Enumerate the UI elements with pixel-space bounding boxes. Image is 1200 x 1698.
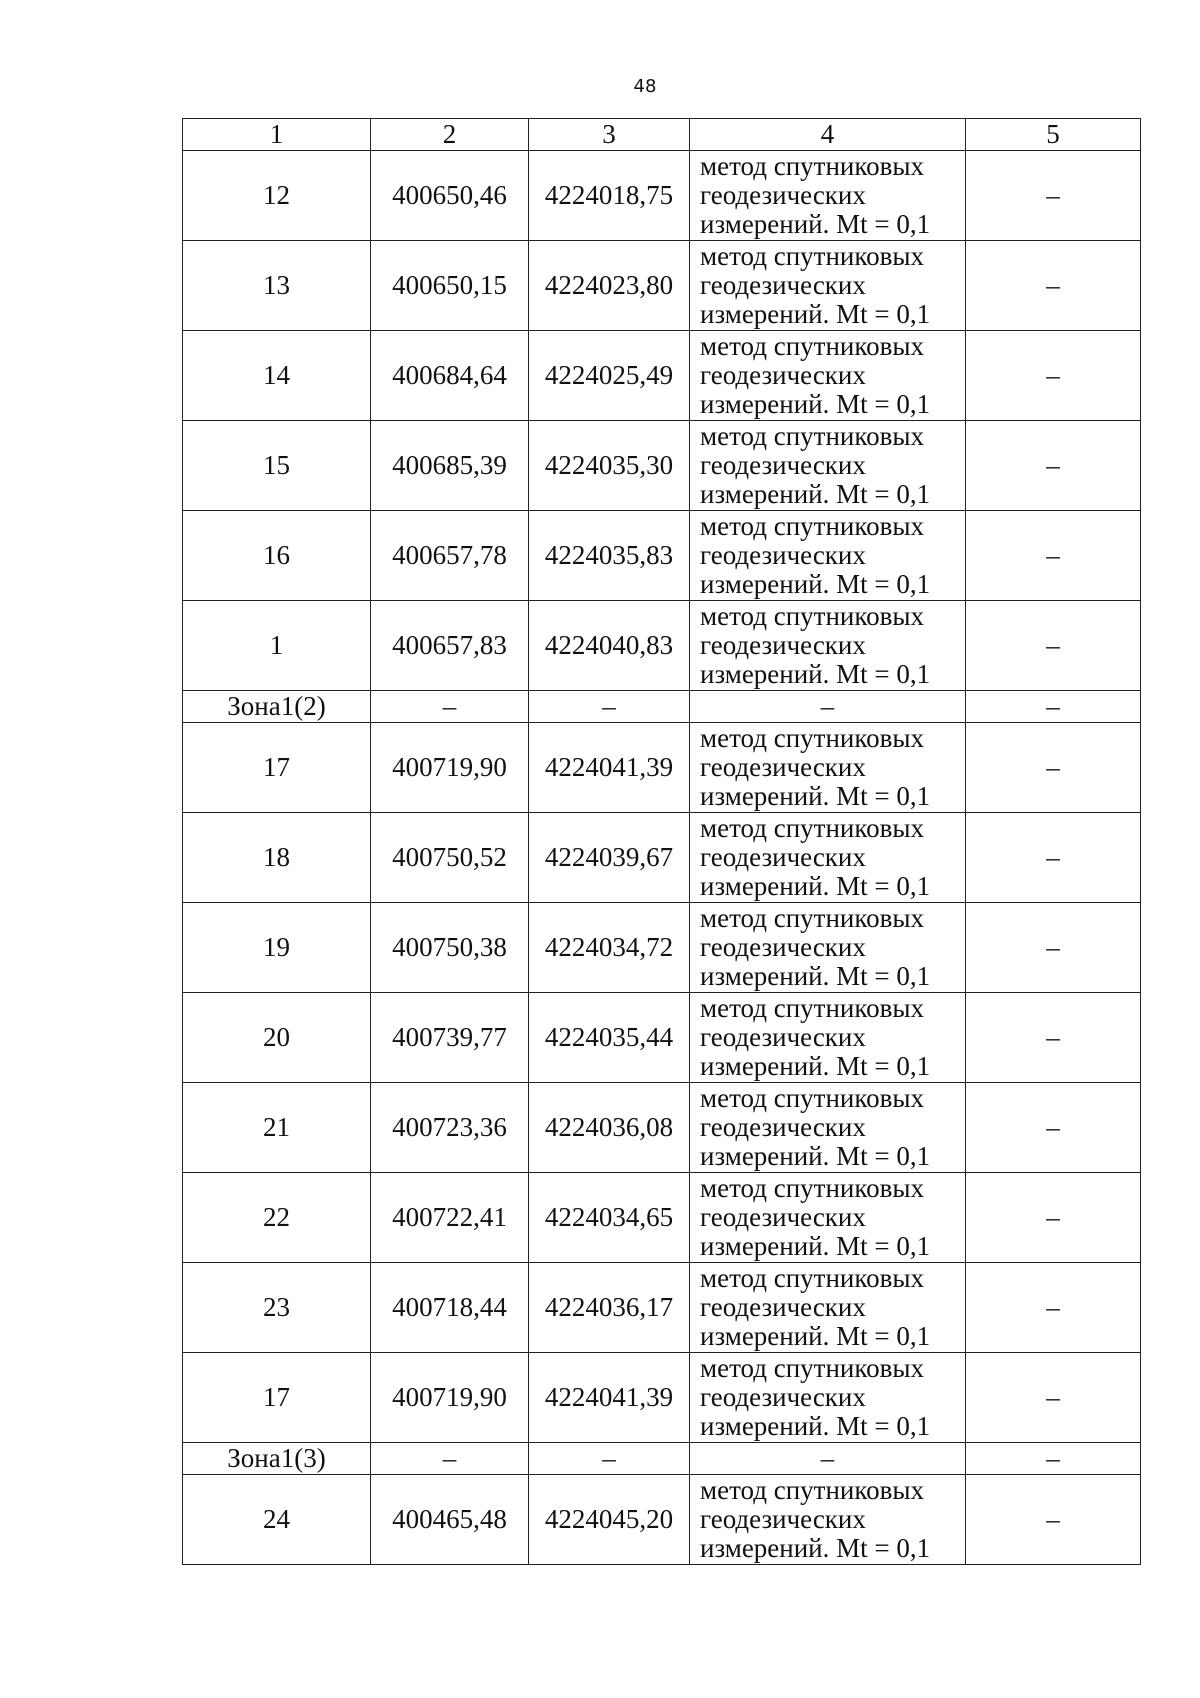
method-line: геодезических [700,450,866,480]
method-cell [690,151,966,241]
x-coordinate-cell: 400465,48 [371,1475,529,1565]
point-id-cell: 17 [183,723,371,813]
y-coordinate-cell: 4224035,44 [529,993,690,1083]
table-row [183,331,1141,421]
table-row [183,601,1141,691]
method-line: измерений. Mt = 0,1 [700,569,931,599]
point-id-cell: 23 [183,1263,371,1353]
method-line: измерений. Mt = 0,1 [700,1141,931,1171]
column-header-1: 1 [183,119,371,151]
method-line: метод спутниковых [700,151,924,181]
column-header-4: 4 [690,119,966,151]
x-coordinate-cell: 400650,15 [371,241,529,331]
page-number: 48 [633,76,657,97]
table-row [183,1263,1141,1353]
method-line: метод спутниковых [700,723,924,753]
table-header-row [183,119,1141,151]
table-row [183,1475,1141,1565]
method-line: измерений. Mt = 0,1 [700,961,931,991]
zone-cell: – [966,691,1141,723]
method-line: геодезических [700,1112,866,1142]
method-line: метод спутниковых [700,241,924,271]
y-coordinate-cell: 4224036,08 [529,1083,690,1173]
method-line: геодезических [700,1382,866,1412]
method-line: метод спутниковых [700,1475,924,1505]
method-line: геодезических [700,932,866,962]
method-line: метод спутниковых [700,813,924,843]
point-id-cell: 12 [183,151,371,241]
note-cell: – [966,1083,1141,1173]
method-cell [690,1263,966,1353]
y-coordinate-cell: 4224018,75 [529,151,690,241]
y-coordinate-cell: 4224023,80 [529,241,690,331]
x-coordinate-cell: 400685,39 [371,421,529,511]
note-cell: – [966,331,1141,421]
note-cell: – [966,903,1141,993]
method-cell [690,903,966,993]
table-row [183,1353,1141,1443]
y-coordinate-cell: 4224041,39 [529,1353,690,1443]
zone-label: Зона1(3) [183,1443,371,1475]
note-cell: – [966,421,1141,511]
table-row [183,723,1141,813]
note-cell: – [966,1263,1141,1353]
y-coordinate-cell: 4224041,39 [529,723,690,813]
method-line: геодезических [700,842,866,872]
method-line: измерений. Mt = 0,1 [700,1411,931,1441]
method-line: измерений. Mt = 0,1 [700,871,931,901]
y-coordinate-cell: 4224036,17 [529,1263,690,1353]
zone-label: Зона1(2) [183,691,371,723]
y-coordinate-cell: 4224045,20 [529,1475,690,1565]
point-id-cell: 22 [183,1173,371,1263]
y-coordinate-cell: 4224034,65 [529,1173,690,1263]
method-line: геодезических [700,1292,866,1322]
note-cell: – [966,151,1141,241]
method-line: геодезических [700,1504,866,1534]
point-id-cell: 16 [183,511,371,601]
point-id-cell: 15 [183,421,371,511]
point-id-cell: 13 [183,241,371,331]
method-line: метод спутниковых [700,903,924,933]
method-line: метод спутниковых [700,1083,924,1113]
method-line: геодезических [700,180,866,210]
y-coordinate-cell: 4224035,83 [529,511,690,601]
column-header-5: 5 [966,119,1141,151]
zone-cell: – [966,1443,1141,1475]
note-cell: – [966,241,1141,331]
zone-row [183,1443,1141,1475]
method-line: метод спутниковых [700,1263,924,1293]
method-line: измерений. Mt = 0,1 [700,479,931,509]
zone-cell: – [690,1443,966,1475]
coordinates-table-body [183,119,1141,1565]
method-line: метод спутниковых [700,1173,924,1203]
y-coordinate-cell: 4224040,83 [529,601,690,691]
note-cell: – [966,993,1141,1083]
point-id-cell: 19 [183,903,371,993]
table-row [183,903,1141,993]
table-row [183,151,1141,241]
y-coordinate-cell: 4224035,30 [529,421,690,511]
zone-cell: – [690,691,966,723]
x-coordinate-cell: 400719,90 [371,723,529,813]
note-cell: – [966,601,1141,691]
x-coordinate-cell: 400684,64 [371,331,529,421]
note-cell: – [966,813,1141,903]
zone-row [183,691,1141,723]
note-cell: – [966,511,1141,601]
method-line: измерений. Mt = 0,1 [700,1231,931,1261]
method-line: метод спутниковых [700,421,924,451]
x-coordinate-cell: 400750,38 [371,903,529,993]
x-coordinate-cell: 400657,83 [371,601,529,691]
method-line: метод спутниковых [700,1353,924,1383]
x-coordinate-cell: 400722,41 [371,1173,529,1263]
point-id-cell: 21 [183,1083,371,1173]
x-coordinate-cell: 400718,44 [371,1263,529,1353]
method-line: измерений. Mt = 0,1 [700,659,931,689]
zone-cell: – [371,1443,529,1475]
point-id-cell: 24 [183,1475,371,1565]
point-id-cell: 1 [183,601,371,691]
method-line: метод спутниковых [700,511,924,541]
table-row [183,241,1141,331]
note-cell: – [966,1475,1141,1565]
method-cell [690,421,966,511]
point-id-cell: 14 [183,331,371,421]
method-line: метод спутниковых [700,601,924,631]
point-id-cell: 17 [183,1353,371,1443]
x-coordinate-cell: 400750,52 [371,813,529,903]
method-line: метод спутниковых [700,331,924,361]
x-coordinate-cell: 400650,46 [371,151,529,241]
method-line: геодезических [700,360,866,390]
x-coordinate-cell: 400723,36 [371,1083,529,1173]
method-cell [690,241,966,331]
zone-cell: – [529,691,690,723]
table-row [183,1083,1141,1173]
zone-cell: – [529,1443,690,1475]
note-cell: – [966,723,1141,813]
table-row [183,1173,1141,1263]
table-row [183,993,1141,1083]
method-line: измерений. Mt = 0,1 [700,1321,931,1351]
table-row [183,421,1141,511]
method-line: геодезических [700,752,866,782]
method-line: геодезических [700,1202,866,1232]
method-line: измерений. Mt = 0,1 [700,299,931,329]
column-header-3: 3 [529,119,690,151]
method-cell [690,813,966,903]
method-line: геодезических [700,270,866,300]
method-line: измерений. Mt = 0,1 [700,781,931,811]
method-line: геодезических [700,630,866,660]
method-cell [690,1353,966,1443]
method-cell [690,601,966,691]
method-line: метод спутниковых [700,993,924,1023]
method-cell [690,723,966,813]
method-cell [690,993,966,1083]
method-cell [690,1083,966,1173]
note-cell: – [966,1173,1141,1263]
method-line: измерений. Mt = 0,1 [700,209,931,239]
y-coordinate-cell: 4224025,49 [529,331,690,421]
x-coordinate-cell: 400739,77 [371,993,529,1083]
x-coordinate-cell: 400719,90 [371,1353,529,1443]
table-row [183,511,1141,601]
zone-cell: – [371,691,529,723]
point-id-cell: 20 [183,993,371,1083]
note-cell: – [966,1353,1141,1443]
method-line: измерений. Mt = 0,1 [700,389,931,419]
column-header-2: 2 [371,119,529,151]
y-coordinate-cell: 4224034,72 [529,903,690,993]
method-cell [690,1475,966,1565]
x-coordinate-cell: 400657,78 [371,511,529,601]
method-line: измерений. Mt = 0,1 [700,1533,931,1563]
method-cell [690,511,966,601]
method-line: измерений. Mt = 0,1 [700,1051,931,1081]
y-coordinate-cell: 4224039,67 [529,813,690,903]
coordinates-table [182,118,1141,1565]
table-row [183,813,1141,903]
method-line: геодезических [700,1022,866,1052]
method-line: геодезических [700,540,866,570]
method-cell [690,1173,966,1263]
point-id-cell: 18 [183,813,371,903]
method-cell [690,331,966,421]
